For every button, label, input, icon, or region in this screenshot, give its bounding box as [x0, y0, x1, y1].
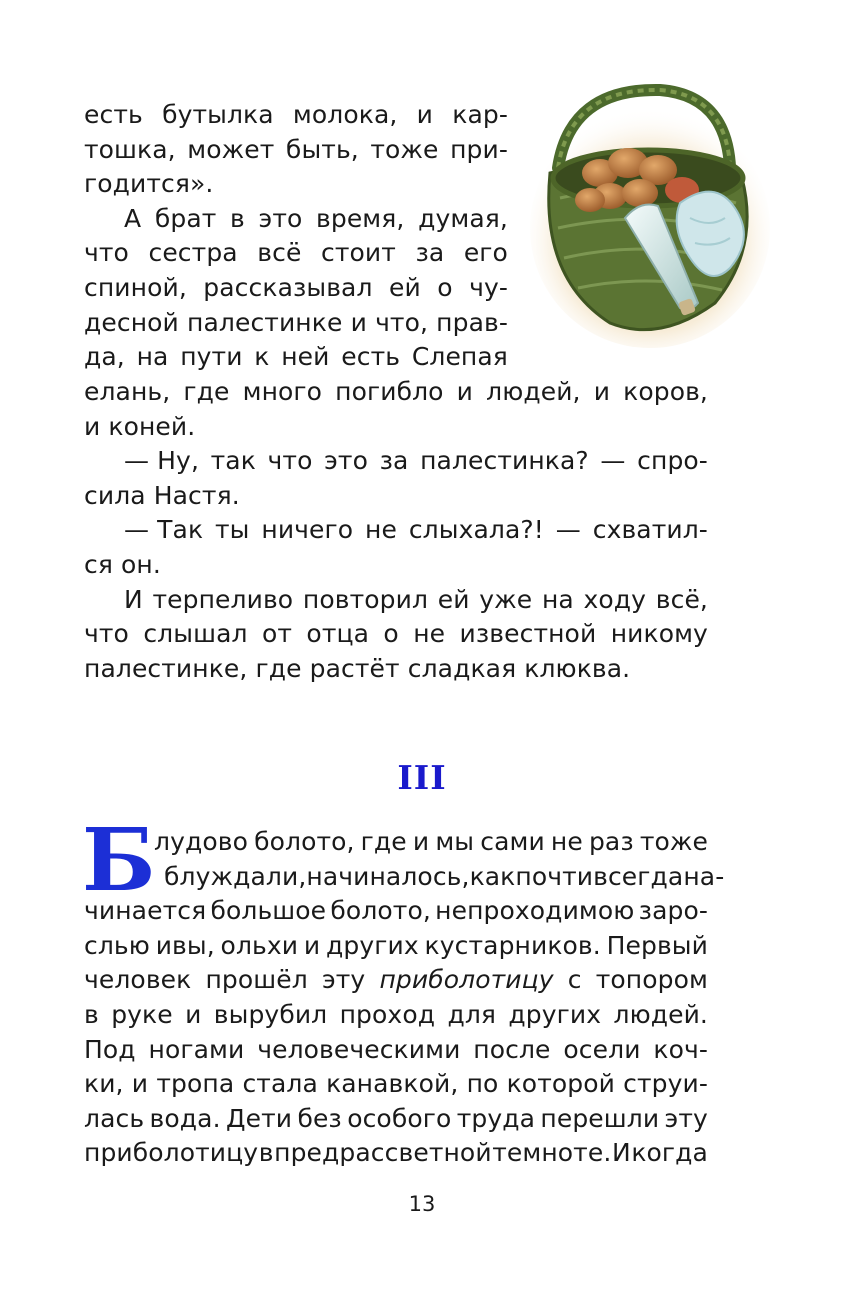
- basket-illustration-icon: [530, 78, 770, 358]
- text-line: ки, и тропа стала канавкой, по которой струи-: [84, 1069, 708, 1099]
- text-line: палестинке, где растёт сладкая клюква.: [84, 653, 631, 683]
- text-line: десной палестинке и что, прав-: [84, 307, 508, 337]
- text-line: лудово болото, где и мы сами не раз тоже: [154, 827, 708, 856]
- paragraph-continuation: [84, 98, 508, 375]
- text-line: в руке и вырубил проход для других людей.: [84, 999, 708, 1029]
- italic-term: приболотицу: [379, 965, 554, 995]
- chapter-paragraph: [84, 825, 725, 1171]
- chapter-number: III: [397, 758, 447, 797]
- text-line: да, на пути к ней есть Слепая: [84, 342, 508, 372]
- text-line: — Ну, так что это за палестинка? — спро-: [124, 446, 708, 476]
- text-line: сила Настя.: [84, 480, 240, 510]
- paragraph-main: [84, 375, 708, 686]
- text-line: приболотицу в предрассветной темноте. И когда: [84, 1138, 708, 1168]
- text-line: А брат в это время, думая,: [124, 203, 508, 233]
- page-number: 13: [408, 1192, 436, 1216]
- text-line: лась вода. Дети без особого труда перешли эту: [84, 1103, 708, 1133]
- text-line: и коней.: [84, 411, 196, 441]
- text-line: есть бутылка молока, и кар-: [84, 100, 508, 129]
- text-line: елань, где много погибло и людей, и коров,: [84, 377, 708, 406]
- text-line: тошка, может быть, тоже при-: [84, 134, 508, 164]
- text-line: Под ногами человеческими после осели коч-: [84, 1034, 708, 1064]
- text-line: ся он.: [84, 549, 161, 579]
- text-line: — Так ты ничего не слыхала?! — схватил-: [124, 515, 708, 545]
- text-line: слью ивы, ольхи и других кустарников. Первый: [84, 930, 708, 960]
- text-line: что сестра всё стоит за его: [84, 238, 508, 268]
- text-line: блуждали, начиналось, как почти всегда на-: [164, 861, 725, 891]
- text-line: годится».: [84, 169, 214, 199]
- text-line: спиной, рассказывал ей о чу-: [84, 272, 508, 302]
- text-line: И терпеливо повторил ей уже на ходу всё,: [124, 584, 708, 614]
- text-line: чинается большое болото, непроходимою заро-: [84, 896, 708, 926]
- drop-cap-letter: Б: [82, 810, 156, 911]
- text-line: человек прошёл эту приболотицу с топором: [84, 963, 708, 998]
- text-line: что слышал от отца о не известной никому: [84, 619, 708, 649]
